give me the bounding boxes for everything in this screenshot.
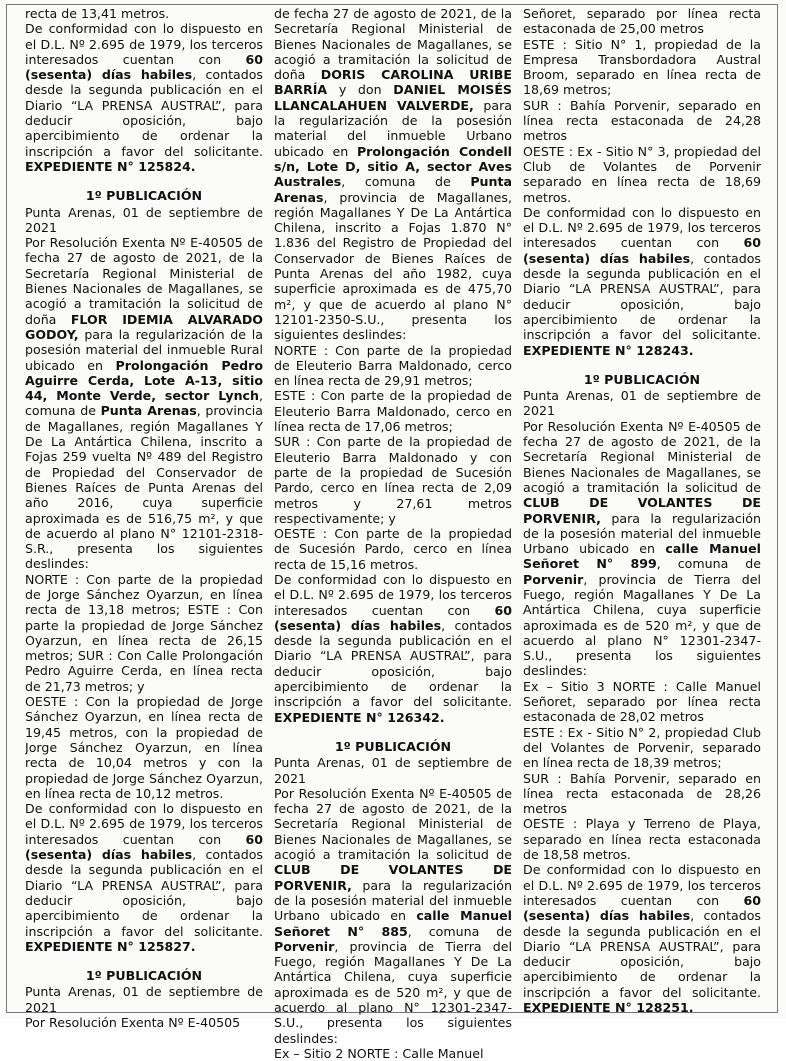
- text-run: De conformidad con lo dispuesto en el D.L. Nº 2.695 de 1979, los terceros interesados cuentan con: [523, 862, 761, 908]
- publication-heading: 1º PUBLICACIÓN: [85, 188, 203, 204]
- expediente-number: EXPEDIENTE N° 125824.: [25, 158, 196, 174]
- bold-text: Punta Arenas: [100, 403, 197, 419]
- paragraph: OESTE : Con parte de la propiedad de Sucesión Pardo, cerco en línea recta de 15,16 metros.: [274, 526, 512, 572]
- paragraph: [25, 235, 263, 572]
- paragraph: [274, 786, 512, 1046]
- text-run: Por Resolución Exenta Nº E-40505 de fecha 27 de agosto de 2021, de la Secretaría Regional Ministerial de Bienes Nacionales de Magallanes, se acogió a tramitación la solicitud de doña: [25, 235, 263, 327]
- publication-date: Punta Arenas, 01 de septiembre de 2021: [523, 388, 761, 419]
- bold-text: Porvenir: [274, 938, 335, 954]
- paragraph: Ex – Sitio 3 NORTE : Calle Manuel Señoret, separado por línea recta estaconada de 28,02 metros: [523, 678, 761, 725]
- text-run: , comuna de: [25, 388, 263, 419]
- paragraph: ESTE : Sitio N° 1, propiedad de la Empresa Transbordadora Austral Broom, separado en línea recta de 18,69 metros;: [523, 36, 761, 98]
- text-run: De conformidad con lo dispuesto en el D.L. Nº 2.695 de 1979, los terceros interesados cuentan con: [25, 21, 263, 67]
- paragraph: Ex – Sitio 2 NORTE : Calle Manuel: [274, 1045, 484, 1061]
- text-run: , provincia de Tierra del Fuego, región Magallanes Y De La Antártica Chilena, cuya superficie aproximada es de 520 m², y que de acuerdo al plano N° 12301-2347-S.U., presenta los siguientes deslindes:: [274, 938, 512, 1046]
- bold-text: Prolongación Condell s/n, Lote D, sitio A, sector Aves Australes: [274, 143, 512, 190]
- column-3: [523, 6, 761, 1015]
- bold-text: FLOR IDEMIA ALVARADO GODOY,: [25, 311, 263, 342]
- publication-date: Punta Arenas, 01 de septiembre de 2021: [25, 204, 263, 235]
- text-run: Por Resolución Exenta Nº E-40505 de fecha 27 de agosto de 2021, de la Secretaría Regional Ministerial de Bienes Nacionales de Magallanes, se acogió a tramitación la solicitud de: [523, 418, 761, 495]
- paragraph: recta de 13,41 metros.: [25, 6, 170, 21]
- paragraph: OESTE : Playa y Terreno de Playa, separado en línea recta estaconada de 18,58 metros.: [523, 816, 761, 863]
- column-1: [25, 6, 263, 1030]
- text-run: , contados desde la segunda publicación en el Diario “LA PRENSA AUSTRAL”, para deducir oposición, bajo apercibimiento de ordenar la inscripción a favor del solicitante.: [25, 847, 263, 939]
- paragraph: OESTE : Con la propiedad de Jorge Sánchez Oyarzun, en línea recta de 19,45 metros, con la propiedad de Jorge Sánchez Oyarzun, en línea recta de 10,04 metros y con la propiedad de Jorge Sánchez Oyarzun, en línea recta de 10,12 metros.: [25, 694, 263, 801]
- text-run: y don: [327, 82, 394, 98]
- paragraph: [523, 419, 761, 679]
- paragraph: [25, 21, 263, 174]
- bold-text: calle Manuel Señoret N° 899: [523, 541, 761, 572]
- paragraph: Por Resolución Exenta Nº E-40505: [25, 1015, 241, 1030]
- expediente-number: EXPEDIENTE N° 126342.: [274, 709, 445, 725]
- text-run: , comuna de: [656, 556, 761, 572]
- paragraph: SUR : Con parte de la propiedad de Eleuterio Barra Maldonado y con parte de la propiedad de Sucesión Pardo, cerco en línea recta de 2,09 metros y 27,61 metros respectivamente; y: [274, 434, 512, 526]
- text-run: para la regularización de la posesión material del inmueble Urbano ubicado en: [274, 97, 512, 159]
- bold-text: CLUB DE VOLANTES DE PORVENIR,: [523, 495, 761, 526]
- bold-text: 60 (sesenta) días habiles: [25, 831, 263, 863]
- paragraph: [523, 862, 761, 1015]
- bold-text: CLUB DE VOLANTES DE PORVENIR,: [274, 862, 512, 893]
- publication-heading: 1º PUBLICACIÓN: [583, 371, 701, 387]
- text-run: , contados desde la segunda publicación en el Diario “LA PRENSA AUSTRAL”, para deducir oposición, bajo apercibimiento de ordenar la inscripción a favor del solicitante.: [523, 908, 761, 1000]
- expediente-number: EXPEDIENTE N° 128251.: [523, 1000, 694, 1015]
- text-run: , provincia de Tierra del Fuego, región Magallanes Y De La Antártica Chilena, cuya superficie aproximada es de 520 m², y que de acuerdo al plano N° 12301-2347-S.U., presenta los siguientes deslindes:: [523, 571, 761, 679]
- text-run: , contados desde la segunda publicación en el Diario “LA PRENSA AUSTRAL”, para deducir oposición, bajo apercibimiento de ordenar la inscripción a favor del solicitante.: [25, 67, 263, 159]
- paragraph: NORTE : Con parte de la propiedad de Eleuterio Barra Maldonado, cerco en línea recta de 29,91 metros;: [274, 342, 512, 389]
- text-run: , contados desde la segunda publicación en el Diario “LA PRENSA AUSTRAL”, para deducir oposición, bajo apercibimiento de ordenar la inscripción a favor del solicitante.: [274, 617, 512, 710]
- text-run: para la regularización de la posesión material del inmueble Urbano ubicado en: [274, 877, 512, 924]
- paragraph: ESTE : Con parte de la propiedad de Eleuterio Barra Maldonado, cerco en línea recta de 17,06 metros;: [274, 388, 512, 435]
- text-run: De conformidad con lo dispuesto en el D.L. Nº 2.695 de 1979, los terceros interesados cuentan con: [25, 801, 263, 847]
- bold-text: 60 (sesenta) días habiles: [523, 235, 761, 266]
- text-run: de fecha 27 de agosto de 2021, de la Secretaría Regional Ministerial de Bienes Nacionales de Magallanes, se acogió a tramitación la solicitud de doña: [274, 6, 512, 83]
- paragraph: [25, 801, 263, 954]
- publication-heading: 1º PUBLICACIÓN: [334, 738, 452, 754]
- paragraph: SUR : Bahía Porvenir, separado en línea recta estaconada de 24,28 metros: [523, 97, 761, 144]
- bold-text: 60 (sesenta) días habiles: [523, 892, 761, 924]
- paragraph: Señoret, separado por línea recta estaconada de 25,00 metros: [523, 6, 761, 37]
- text-run: De conformidad con lo dispuesto en el D.L. Nº 2.695 de 1979, los terceros interesados cuentan con: [523, 204, 761, 251]
- paragraph: [274, 6, 512, 343]
- paragraph: [274, 572, 512, 725]
- bold-text: DORIS CAROLINA URIBE BARRÍA: [274, 67, 512, 98]
- bold-text: Porvenir: [523, 571, 584, 587]
- text-run: , provincia de Magallanes, región Magallanes Y De La Antártica Chilena, inscrito a Fojas 259 vuelta Nº 489 del Registro de Propiedad del Conservador de Bienes Raíces de Punta Arenas del año 2016, cuya superficie aproximada es de 516,75 m², y que de acuerdo al plano N° 12101-2318-S.R., presenta los siguientes deslindes:: [25, 403, 263, 572]
- text-run: para la regularización de la posesión material del inmueble Urbano ubicado en: [523, 510, 761, 557]
- text-run: , provincia de Magallanes, región Magallanes Y De La Antártica Chilena, inscrito a Fojas 1.870 N° 1.836 del Registro de Propiedad del Conservador de Bienes Raíces de Punta Arenas del año 1982, cuya superficie aproximada es de 475,70 m², y que de acuerdo al plano N° 12101-2350-S.U., presenta los siguientes deslindes:: [274, 189, 512, 343]
- expediente-number: EXPEDIENTE N° 128243.: [523, 342, 694, 358]
- paragraph: ESTE : Ex - Sitio N° 2, propiedad Club del Volantes de Porvenir, separado en línea recta de 18,39 metros;: [523, 724, 761, 771]
- text-run: para la regularización de la posesión material del inmueble Rural ubicado en: [25, 326, 263, 373]
- bold-text: Punta Arenas: [274, 174, 512, 205]
- publication-heading: 1º PUBLICACIÓN: [85, 968, 203, 984]
- text-run: Por Resolución Exenta Nº E-40505 de fecha 27 de agosto de 2021, de la Secretaría Regional Ministerial de Bienes Nacionales de Magallanes, se acogió a tramitación la solicitud de: [274, 785, 512, 863]
- bold-text: Prolongación Pedro Aguirre Cerda, Lote A-13, sitio 44, Monte Verde, sector Lynch: [25, 357, 263, 404]
- text-run: , comuna de: [407, 923, 512, 939]
- bold-text: 60 (sesenta) días habiles: [274, 602, 512, 633]
- publication-date: Punta Arenas, 01 de septiembre de 2021: [274, 755, 512, 786]
- paragraph: SUR : Bahía Porvenir, separado en línea recta estaconada de 28,26 metros: [523, 770, 761, 817]
- text-run: , contados desde la segunda publicación en el Diario “LA PRENSA AUSTRAL”, para deducir oposición, bajo apercibimiento de ordenar la inscripción a favor del solicitante.: [523, 250, 761, 343]
- column-2: [274, 6, 512, 1061]
- publication-date: Punta Arenas, 01 de septiembre de 2021: [25, 984, 263, 1015]
- expediente-number: EXPEDIENTE N° 125827.: [25, 938, 196, 954]
- bold-text: calle Manuel Señoret N° 885: [274, 908, 512, 939]
- paragraph: OESTE : Ex - Sitio N° 3, propiedad del Club de Volantes de Porvenir separado en línea recta de 18,69 metros.: [523, 143, 761, 205]
- text-run: , comuna de: [341, 174, 471, 190]
- paragraph: [523, 205, 761, 358]
- bold-text: 60 (sesenta) días habiles: [25, 51, 263, 83]
- paragraph: NORTE : Con parte de la propiedad de Jorge Sánchez Oyarzun, en línea recta de 13,18 metros; ESTE : Con parte la propiedad de Jorge Sánchez Oyarzun, en línea recta de 26,15 metros; SUR : Con Calle Prolongación Pedro Aguirre Cerda, en línea recta de 21,73 metros; y: [25, 571, 263, 694]
- text-run: De conformidad con lo dispuesto en el D.L. Nº 2.695 de 1979, los terceros interesados cuentan con: [274, 571, 512, 618]
- bold-text: DANIEL MOISÉS LLANCALAHUEN VALVERDE,: [274, 82, 512, 113]
